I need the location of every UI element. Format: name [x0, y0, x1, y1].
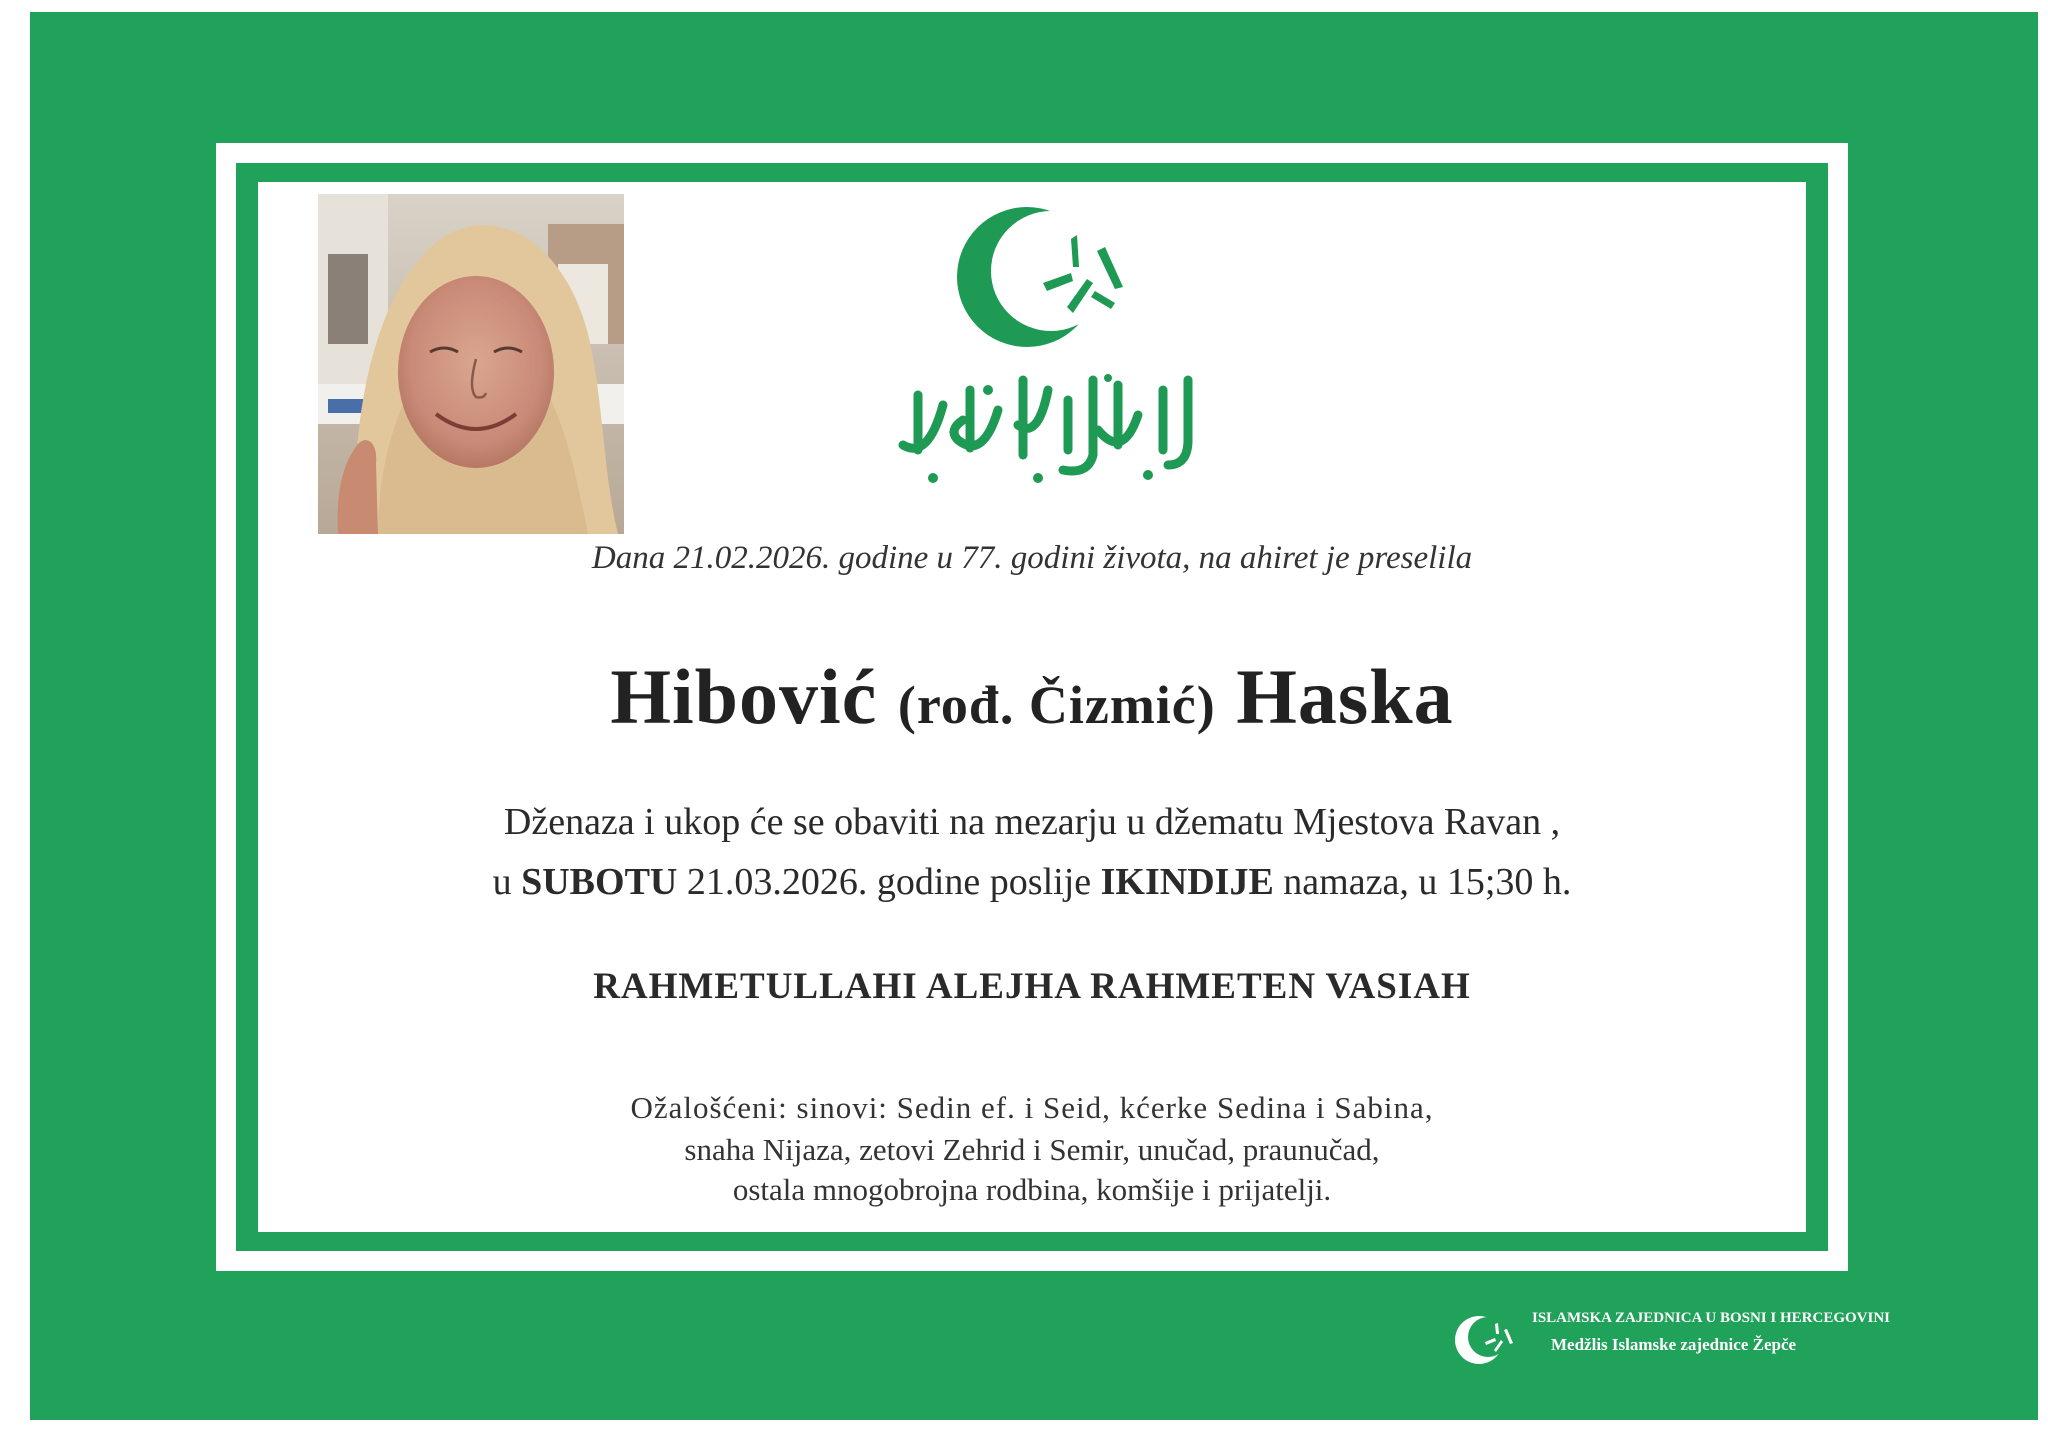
funeral-suffix: namaza, u 15;30 h.: [1273, 861, 1572, 903]
prayer-line: RAHMETULLAHI ALEJHA RAHMETEN VASIAH: [593, 966, 1471, 1007]
crescent-and-star-icon: [955, 195, 1135, 355]
arabic-calligraphy: [888, 370, 1204, 490]
maiden-name: (rođ. Čizmić): [897, 675, 1216, 735]
footer-crescent-and-star-icon: [1455, 1310, 1517, 1368]
funeral-prayer-name: IKINDIJE: [1100, 861, 1274, 903]
deceased-name: [258, 652, 1806, 742]
funeral-date: 21.03.2026. godine poslije: [677, 861, 1101, 903]
intro-line: Dana 21.02.2026. godine u 77. godini života, na ahiret je preselila: [591, 540, 1473, 576]
footer-organization: ISLAMSKA ZAJEDNICA U BOSNI I HERCEGOVINI: [1532, 1310, 1890, 1326]
mourners-line-1: Ožalošćeni: sinovi: Sedin ef. i Seid, kćerke Sedina i Sabina,: [630, 1090, 1434, 1125]
given-name: Haska: [1236, 653, 1454, 740]
footer-medzlis: Medžlis Islamske zajednice Žepče: [1551, 1335, 1797, 1354]
funeral-time-line: [258, 860, 1806, 904]
funeral-day: SUBOTU: [521, 861, 678, 903]
funeral-prefix: u: [492, 861, 522, 903]
funeral-location-line: Dženaza i ukop će se obaviti na mezarju u džematu Mjestova Ravan ,: [503, 801, 1561, 843]
mourners-line-2: snaha Nijaza, zetovi Zehrid i Semir, unučad, praunučad,: [684, 1132, 1380, 1167]
portrait-photo: [318, 194, 624, 534]
surname: Hibović: [610, 653, 878, 740]
mourners-line-3: ostala mnogobrojna rodbina, komšije i prijatelji.: [732, 1172, 1332, 1207]
